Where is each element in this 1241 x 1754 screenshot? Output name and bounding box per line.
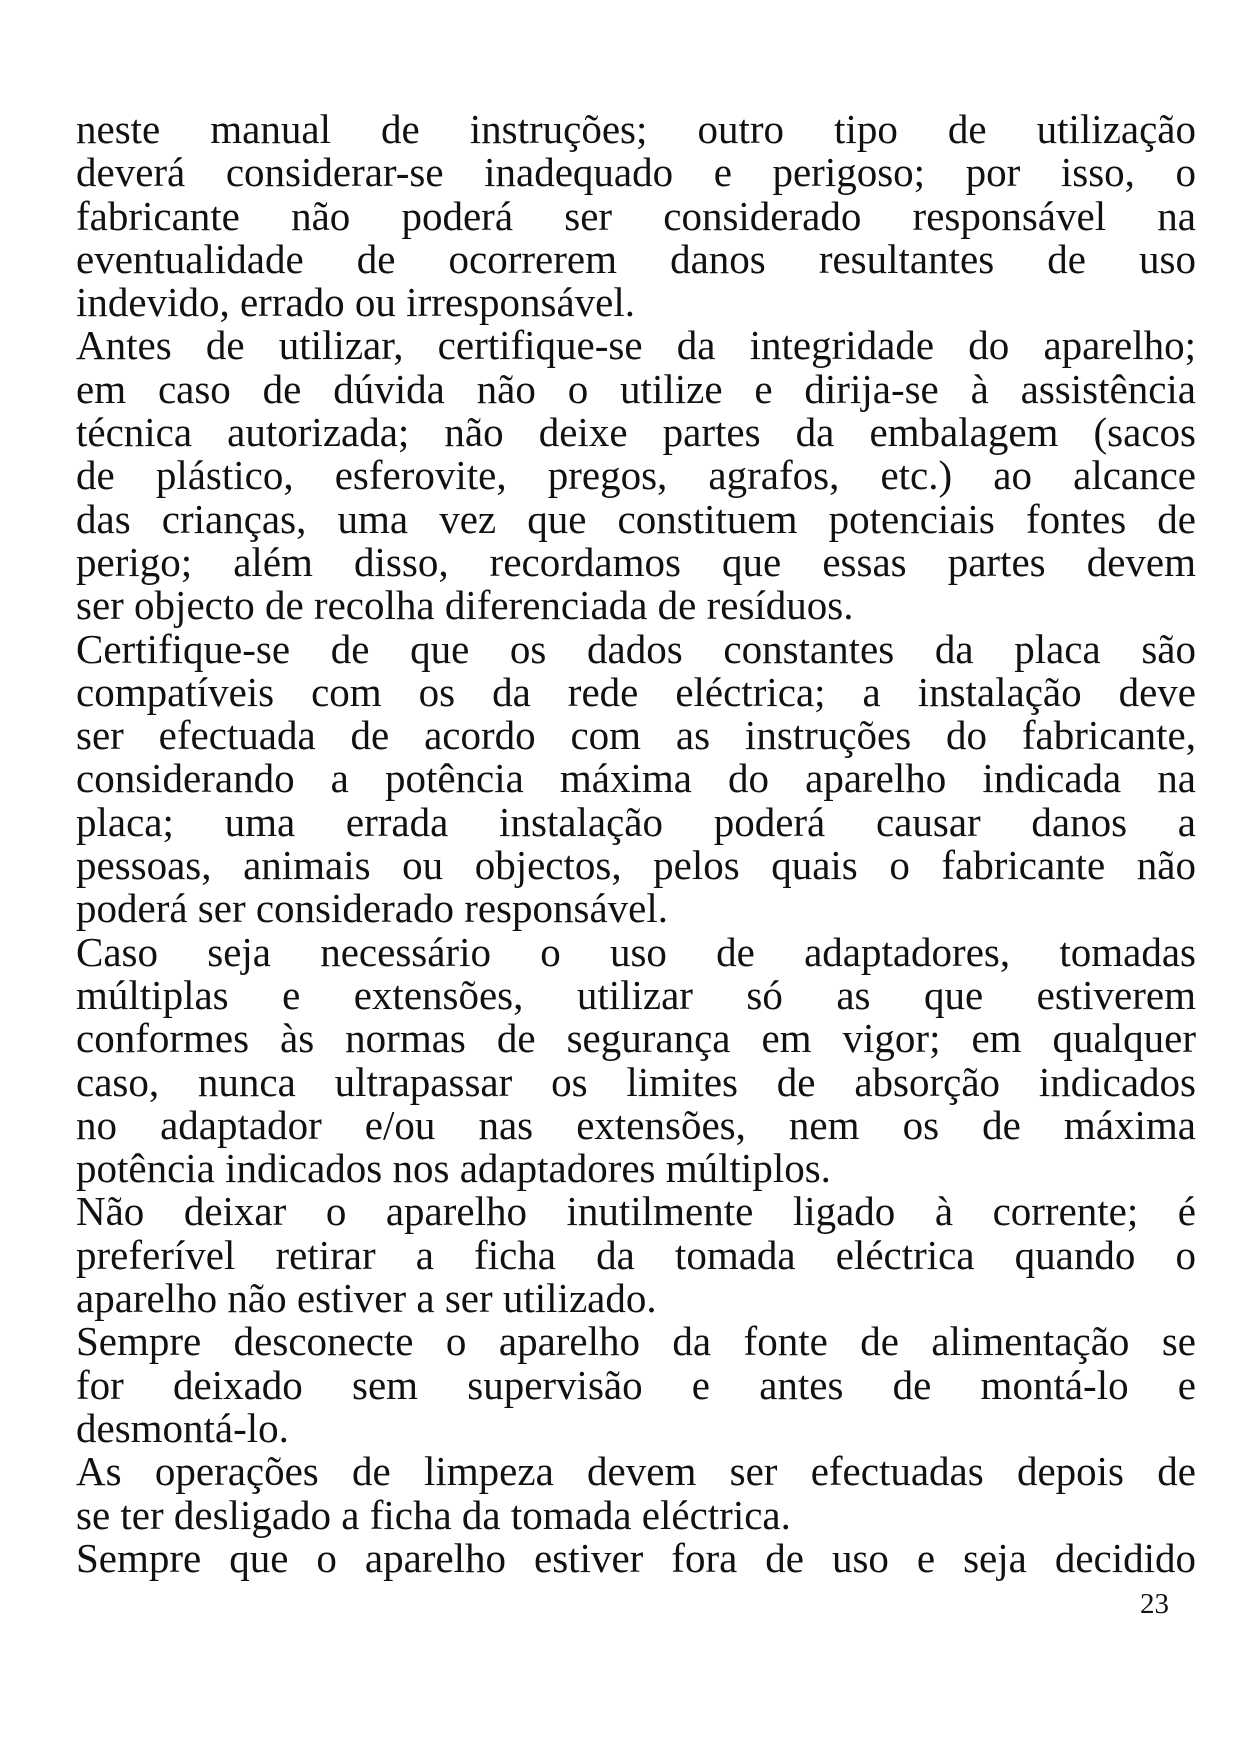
paragraph-intended-use xyxy=(76,108,1196,324)
text-line: Certifique-se de que os dados constantes da placa são xyxy=(76,625,1196,672)
text-line: pessoas, animais ou objectos, pelos quais o fabricante não xyxy=(76,842,1196,889)
text-line: perigo; além disso, recordamos que essas partes devem xyxy=(76,538,1196,585)
paragraph-unplug xyxy=(76,1190,1196,1320)
text-line: Não deixar o aparelho inutilmente ligado à corrente; é xyxy=(76,1188,1196,1235)
text-line: fabricante não poderá ser considerado responsável na xyxy=(76,192,1196,239)
paragraph-adapters xyxy=(76,928,1196,1192)
text-line: aparelho não estiver a ser utilizado. xyxy=(76,1275,657,1322)
text-line: Sempre desconecte o aparelho da fonte de alimentação se xyxy=(76,1318,1196,1365)
text-line: ser objecto de recolha diferenciada de resíduos. xyxy=(76,582,854,629)
text-line: em caso de dúvida não o utilize e dirija-se à assistência xyxy=(76,365,1196,412)
text-line: Sempre que o aparelho estiver fora de uso e seja decidido xyxy=(76,1534,1196,1581)
text-line: eventualidade de ocorrerem danos resultantes de uso xyxy=(76,235,1196,282)
text-line: técnica autorizada; não deixe partes da embalagem (sacos xyxy=(76,409,1196,456)
text-line: múltiplas e extensões, utilizar só as que estiverem xyxy=(76,971,1196,1018)
paragraph-before-use xyxy=(76,324,1196,627)
text-line: se ter desligado a ficha da tomada eléctrica. xyxy=(76,1491,791,1538)
text-line: As operações de limpeza devem ser efectuadas depois de xyxy=(76,1448,1196,1495)
text-line: Antes de utilizar, certifique-se da integridade do aparelho; xyxy=(76,322,1196,369)
text-line: deverá considerar-se inadequado e perigoso; por isso, o xyxy=(76,149,1196,196)
text-line: placa; uma errada instalação poderá causar danos a xyxy=(76,798,1196,845)
text-line: neste manual de instruções; outro tipo de utilização xyxy=(76,106,1196,152)
paragraph-disposal xyxy=(76,1534,1196,1581)
text-line: das crianças, uma vez que constituem potenciais fontes de xyxy=(76,495,1196,542)
text-line: caso, nunca ultrapassar os limites de absorção indicados xyxy=(76,1058,1196,1105)
text-line: de plástico, esferovite, pregos, agrafos, etc.) ao alcance xyxy=(76,452,1196,499)
text-line: poderá ser considerado responsável. xyxy=(76,885,668,932)
page-number: 23 xyxy=(1140,1588,1169,1620)
text-line: Caso seja necessário o uso de adaptadores, tomadas xyxy=(76,928,1196,975)
text-line: desmontá-lo. xyxy=(76,1404,289,1451)
paragraph-cleaning xyxy=(76,1450,1196,1537)
text-line: considerando a potência máxima do aparelho indicada na xyxy=(76,755,1196,802)
text-line: ser efectuada de acordo com as instruções do fabricante, xyxy=(76,712,1196,759)
text-line: compatíveis com os da rede eléctrica; a instalação deve xyxy=(76,668,1196,715)
text-line: potência indicados nos adaptadores múltiplos. xyxy=(76,1145,831,1192)
text-line: no adaptador e/ou nas extensões, nem os de máxima xyxy=(76,1101,1196,1148)
paragraph-rating-plate xyxy=(76,625,1196,932)
text-line: indevido, errado ou irresponsável. xyxy=(76,279,636,326)
text-line: preferível retirar a ficha da tomada eléctrica quando o xyxy=(76,1231,1196,1278)
paragraph-disconnect xyxy=(76,1320,1196,1450)
text-line: conformes às normas de segurança em vigor; em qualquer xyxy=(76,1015,1196,1062)
text-line: for deixado sem supervisão e antes de montá-lo e xyxy=(76,1361,1196,1408)
body-text xyxy=(76,108,1196,1580)
